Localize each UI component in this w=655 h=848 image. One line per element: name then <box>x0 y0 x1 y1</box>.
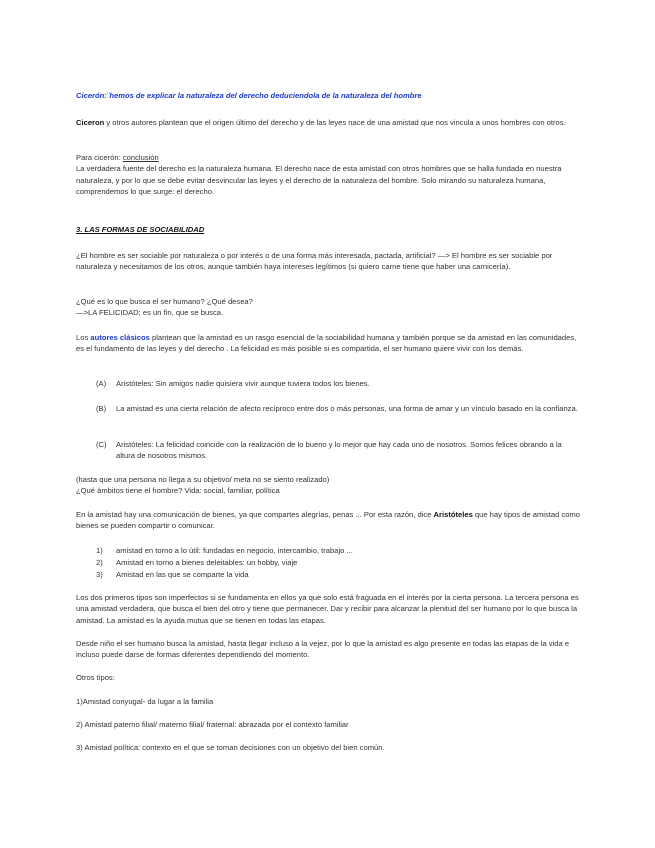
busca-line1: ¿Qué es lo que busca el ser humano? ¿Qué desea? <box>76 297 253 306</box>
ciceron-text: y otros autores plantean que el origen último del derecho y de las leyes nace de una amistad que nos vincula a unos hombres con otros. <box>104 118 566 127</box>
conclusion-underlined: conclusión <box>122 153 159 162</box>
document-title: Cicerón:¨hemos de explicar la naturaleza del derecho deduciendola de la naturaleza del hombre <box>76 91 422 100</box>
ambitos-line2: ¿Qué ámbitos tiene el hombre? Vida: social, familiar, política <box>76 486 280 496</box>
comunicacion-text: que hay tipos de amistad como bienes se pueden compartir o comunicar. <box>76 510 581 531</box>
paragraph-autores <box>76 332 582 355</box>
list-label: (A) <box>96 379 107 388</box>
otros-item-1: 1)Amistad conyugal- da lugar a la familia <box>76 697 214 706</box>
comunicacion-prefix: En la amistad hay una comunicación de bienes, ya que compartes alegrías, penas ... Por esta razón, dice <box>76 510 434 519</box>
ciceron-bold: Ciceron <box>76 118 105 127</box>
otros-tipos-label: Otros tipos: <box>76 673 115 682</box>
autores-clasicos-link[interactable]: autores clásicos <box>90 333 150 342</box>
list-text: amistad en torno a lo útil: fundadas en negocio, intercambio, trabajo ... <box>116 546 353 555</box>
conclusion-body: La verdadera fuente del derecho es la naturaleza humana. El derecho nace de esta amistad con otros hombres que se halla fundada en nuestra naturaleza, y por lo que se debe evitar desvincular las leyes y el derecho de la naturaleza del hombre. Solo mirando su naturaleza humana, comprendemos lo que surge: el derecho. <box>76 164 562 197</box>
list-label: 1) <box>96 546 103 555</box>
ambitos-line1: (hasta que una persona no llega a su objetivo/ meta no se siento realizado) <box>76 475 330 484</box>
paragraph-conclusion <box>76 152 582 198</box>
autores-prefix: Los <box>76 333 91 342</box>
paragraph-comunicacion <box>76 509 582 532</box>
list-text: Aristóteles: La felicidad coincide con la realización de lo bueno y lo mejor que hay cada uno de nosotros. Somos felices obrando a la altura de nosotros mismos. <box>116 440 562 461</box>
list-text: La amistad es una cierta relación de afecto recíproco entre dos o más personas, una forma de amar y un vínculo basado en la confianza. <box>116 404 578 413</box>
paragraph-ciceron <box>76 117 582 128</box>
list-label: (B) <box>96 404 107 413</box>
conclusion-prefix: Para cicerón: <box>76 153 123 162</box>
otros-item-3: 3) Amistad política: contexto en el que se toman decisiones con un objetivo del bien común. <box>76 743 385 752</box>
paragraph-imperfectos: Los dos primeros tipos son imperfectos si se fundamenta en ellos ya que solo está fraguada en el interés por la cierta persona. La tercera persona es una amistad verdadera, que busca el bien del otro y tiene que permanecer. Dar y recibir para alcanzar la plenitud del ser humano por lo que busca la amistad. La amistad es la ayuda mutua que se tienen en todas las etapas. <box>76 593 579 625</box>
paragraph-busca <box>76 296 582 319</box>
list-text: Amistad en las que se comparte la vida <box>116 570 249 579</box>
autores-text: plantean que la amistad es un rasgo esencial de la sociabilidad humana y también porque se da amistad en las comunidades, es el fundamento de las leyes y del derecho . La felicidad es más posible si es compartida, el ser humano quiere vivir con los demás. <box>76 333 577 354</box>
list-label: 3) <box>96 570 103 579</box>
paragraph-ambitos <box>76 474 582 497</box>
aristoteles-bold: Aristóteles <box>433 510 473 519</box>
list-text: Amistad en torno a bienes deleitables: un hobby, viaje <box>116 558 298 567</box>
paragraph-sociable: ¿El hombre es ser sociable por naturaleza o por interés o de una forma más interesada, pactada, artificial? —> El hombre es ser sociable por naturaleza y necesitamos de los otros, aunque también haya intereses legítimos (si quiero carne tiene que haber una carnicería). <box>76 251 553 272</box>
section-heading: 3. LAS FORMAS DE SOCIABILIDAD <box>76 225 205 234</box>
list-label: (C) <box>96 440 107 449</box>
busca-line2: —>LA FELICIDAD; es un fin, que se busca. <box>76 308 224 318</box>
paragraph-desde-nino: Desde niño el ser humano busca la amistad, hasta llegar incluso a la vejez, por lo que la amistad es algo presente en todas las etapas de la vida e incluso puede darse de formas diferentes dependiendo del momento. <box>76 639 570 660</box>
list-text: Aristóteles: Sin amigos nadie quisiera vivir aunque tuviera todos los bienes. <box>116 379 370 388</box>
list-label: 2) <box>96 558 103 567</box>
otros-item-2: 2) Amistad paterno filial/ materno filial/ fraternal: abrazada por el contexto familiar <box>76 720 349 729</box>
